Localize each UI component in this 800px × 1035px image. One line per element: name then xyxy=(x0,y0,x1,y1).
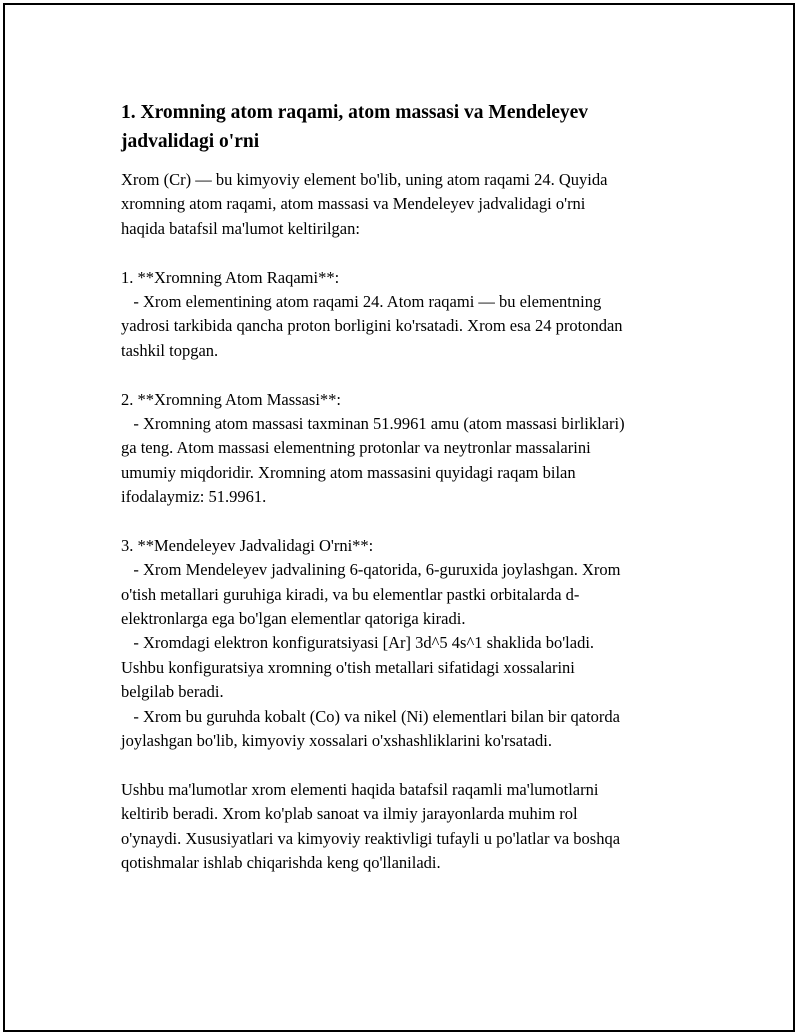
text-line: - Xrom Mendeleyev jadvalining 6-qatorida, 6-guruxida joylashgan. Xrom xyxy=(121,560,621,580)
text-line: 2. **Xromning Atom Massasi**: xyxy=(121,389,342,409)
paragraph-atom-number xyxy=(121,266,691,364)
text-line: haqida batafsil ma'lumot keltirilgan: xyxy=(121,218,360,238)
page-frame xyxy=(3,3,795,1032)
text-line: ga teng. Atom massasi elementning protonlar va neytronlar massalarini xyxy=(121,438,591,458)
text-line: - Xromdagi elektron konfiguratsiyasi [Ar] 3d^5 4s^1 shaklida bo'ladi. xyxy=(121,633,595,653)
document-title xyxy=(121,98,691,156)
text-line: keltirib beradi. Xrom ko'plab sanoat va ilmiy jarayonlarda muhim rol xyxy=(121,804,578,824)
text-line: joylashgan bo'lib, kimyoviy xossalari o'xshashliklarini ko'rsatadi. xyxy=(121,730,552,750)
text-line: belgilab beradi. xyxy=(121,682,224,702)
text-line: 3. **Mendeleyev Jadvalidagi O'rni**: xyxy=(121,535,374,555)
text-line: - Xrom elementining atom raqami 24. Atom raqami — bu elementning xyxy=(121,291,602,311)
text-line: yadrosi tarkibida qancha proton borligini ko'rsatadi. Xrom esa 24 protondan xyxy=(121,316,623,336)
text-line: Xrom (Cr) — bu kimyoviy element bo'lib, uning atom raqami 24. Quyida xyxy=(121,170,608,189)
text-line: tashkil topgan. xyxy=(121,340,219,360)
title-line: 1. Xromning atom raqami, atom massasi va Mendeleyev xyxy=(121,102,589,123)
text-line: umumiy miqdoridir. Xromning atom massasini quyidagi raqam bilan xyxy=(121,462,576,482)
text-line: Ushbu konfiguratsiya xromning o'tish metallari sifatidagi xossalarini xyxy=(121,657,575,677)
paragraph-periodic-position xyxy=(121,534,691,754)
paragraph-gap xyxy=(121,241,691,265)
title-line: jadvalidagi o'rni xyxy=(121,131,260,152)
paragraph-gap xyxy=(121,363,691,387)
paragraph-conclusion xyxy=(121,778,691,876)
text-line: qotishmalar ishlab chiqarishda keng qo'llaniladi. xyxy=(121,852,441,872)
text-line: - Xrom bu guruhda kobalt (Co) va nikel (Ni) elementlari bilan bir qatorda xyxy=(121,706,620,726)
text-line: xromning atom raqami, atom massasi va Mendeleyev jadvalidagi o'rni xyxy=(121,194,586,214)
text-line: o'ynaydi. Xususiyatlari va kimyoviy reaktivligi tufayli u po'latlar va boshqa xyxy=(121,828,621,848)
paragraph-atom-mass xyxy=(121,388,691,510)
text-line: o'tish metallari guruhiga kiradi, va bu elementlar pastki orbitalarda d- xyxy=(121,584,580,604)
text-line: - Xromning atom massasi taxminan 51.9961 amu (atom massasi birliklari) xyxy=(121,413,625,433)
document-body xyxy=(121,168,691,875)
text-line: 1. **Xromning Atom Raqami**: xyxy=(121,267,340,287)
document-content xyxy=(121,98,691,875)
text-line: elektronlarga ega bo'lgan elementlar qatoriga kiradi. xyxy=(121,609,466,629)
paragraph-intro xyxy=(121,168,691,241)
text-line: Ushbu ma'lumotlar xrom elementi haqida batafsil raqamli ma'lumotlarni xyxy=(121,779,599,799)
paragraph-gap xyxy=(121,753,691,777)
paragraph-gap xyxy=(121,509,691,533)
text-line: ifodalaymiz: 51.9961. xyxy=(121,487,267,507)
